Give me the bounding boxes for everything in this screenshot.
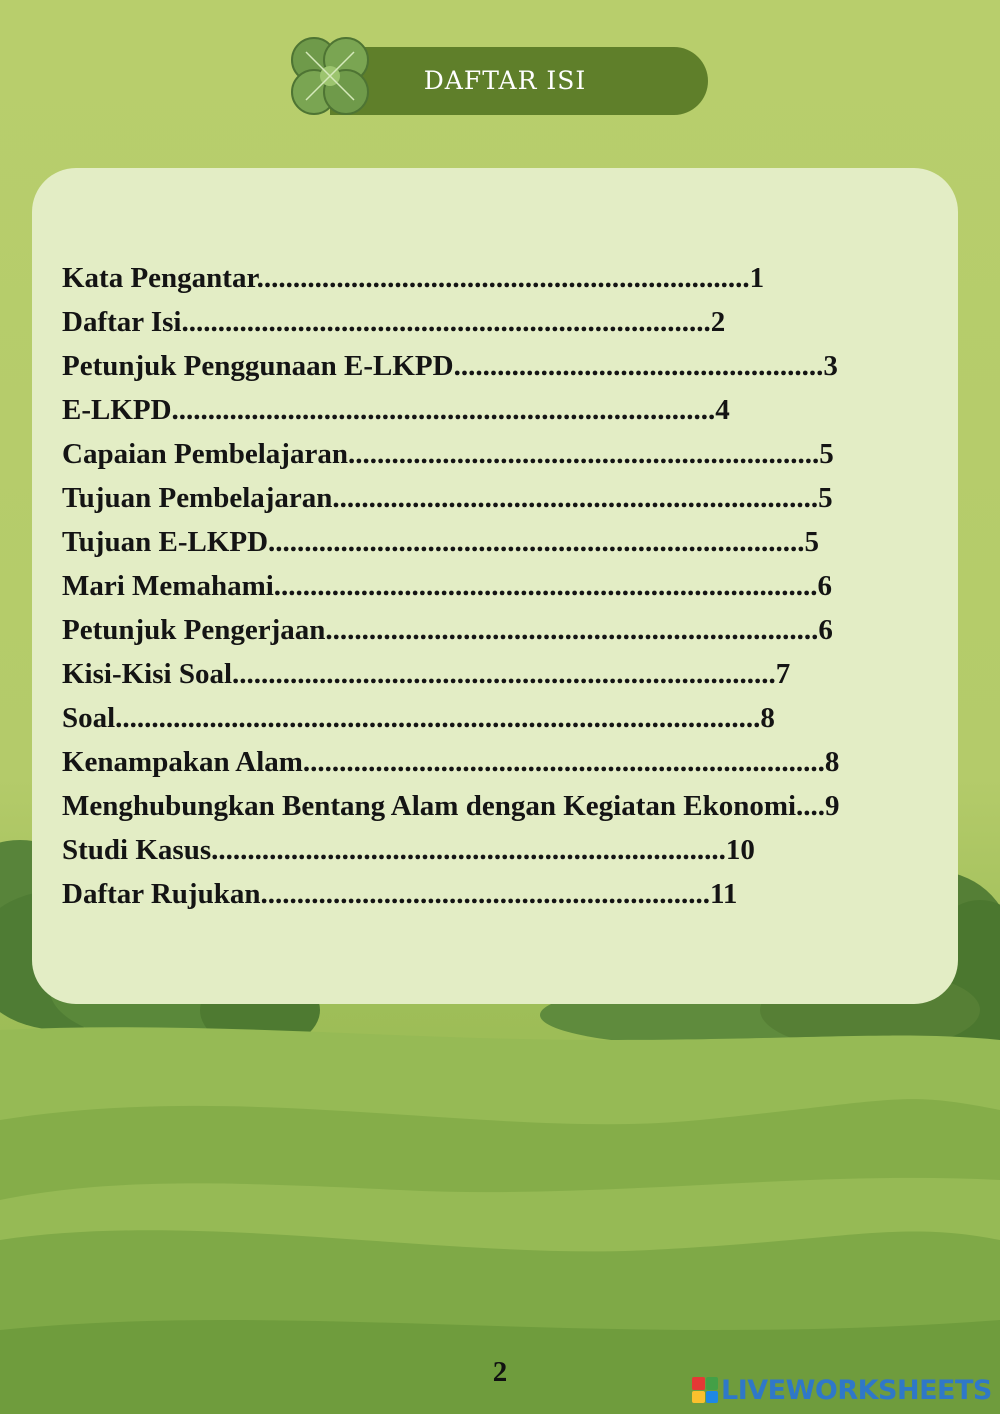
toc-entry-petunjuk-pengerjaan[interactable]: Petunjuk Pengerjaan....................................................................6 — [62, 614, 833, 646]
page-number: 2 — [492, 1356, 508, 1388]
toc-entry-kata-pengantar[interactable]: Kata Pengantar....................................................................1 — [62, 262, 765, 294]
toc-entry-menghubungkan-bentang-alam[interactable]: Menghubungkan Bentang Alam dengan Kegiatan Ekonomi....9 — [62, 790, 840, 822]
toc-entry-capaian-pembelajaran[interactable]: Capaian Pembelajaran.................................................................5 — [62, 438, 834, 470]
liveworksheets-logo-icon — [692, 1377, 718, 1403]
toc-entry-daftar-rujukan[interactable]: Daftar Rujukan..............................................................11 — [62, 878, 738, 910]
toc-entry-studi-kasus[interactable]: Studi Kasus.......................................................................10 — [62, 834, 755, 866]
toc-entry-e-lkpd[interactable]: E-LKPD...........................................................................4 — [62, 394, 730, 426]
clover-icon — [284, 30, 376, 122]
liveworksheets-watermark — [692, 1374, 992, 1406]
toc-entry-kisi-kisi-soal[interactable]: Kisi-Kisi Soal...........................................................................7 — [62, 658, 791, 690]
toc-entry-kenampakan-alam[interactable]: Kenampakan Alam........................................................................8 — [62, 746, 840, 778]
toc-entry-tujuan-pembelajaran[interactable]: Tujuan Pembelajaran...................................................................5 — [62, 482, 833, 514]
watermark-text: LIVEWORKSHEETS — [721, 1374, 992, 1406]
toc-entry-tujuan-e-lkpd[interactable]: Tujuan E-LKPD..........................................................................5 — [62, 526, 820, 558]
toc-entry-soal[interactable]: Soal.........................................................................................8 — [62, 702, 775, 734]
toc-entry-mari-memahami[interactable]: Mari Memahami...........................................................................6 — [62, 570, 833, 602]
toc-entry-daftar-isi[interactable]: Daftar Isi.........................................................................2 — [62, 306, 726, 338]
table-of-contents — [62, 256, 932, 916]
toc-entry-petunjuk-penggunaan[interactable]: Petunjuk Penggunaan E-LKPD...................................................3 — [62, 350, 838, 382]
page-title: DAFTAR ISI — [423, 66, 587, 95]
